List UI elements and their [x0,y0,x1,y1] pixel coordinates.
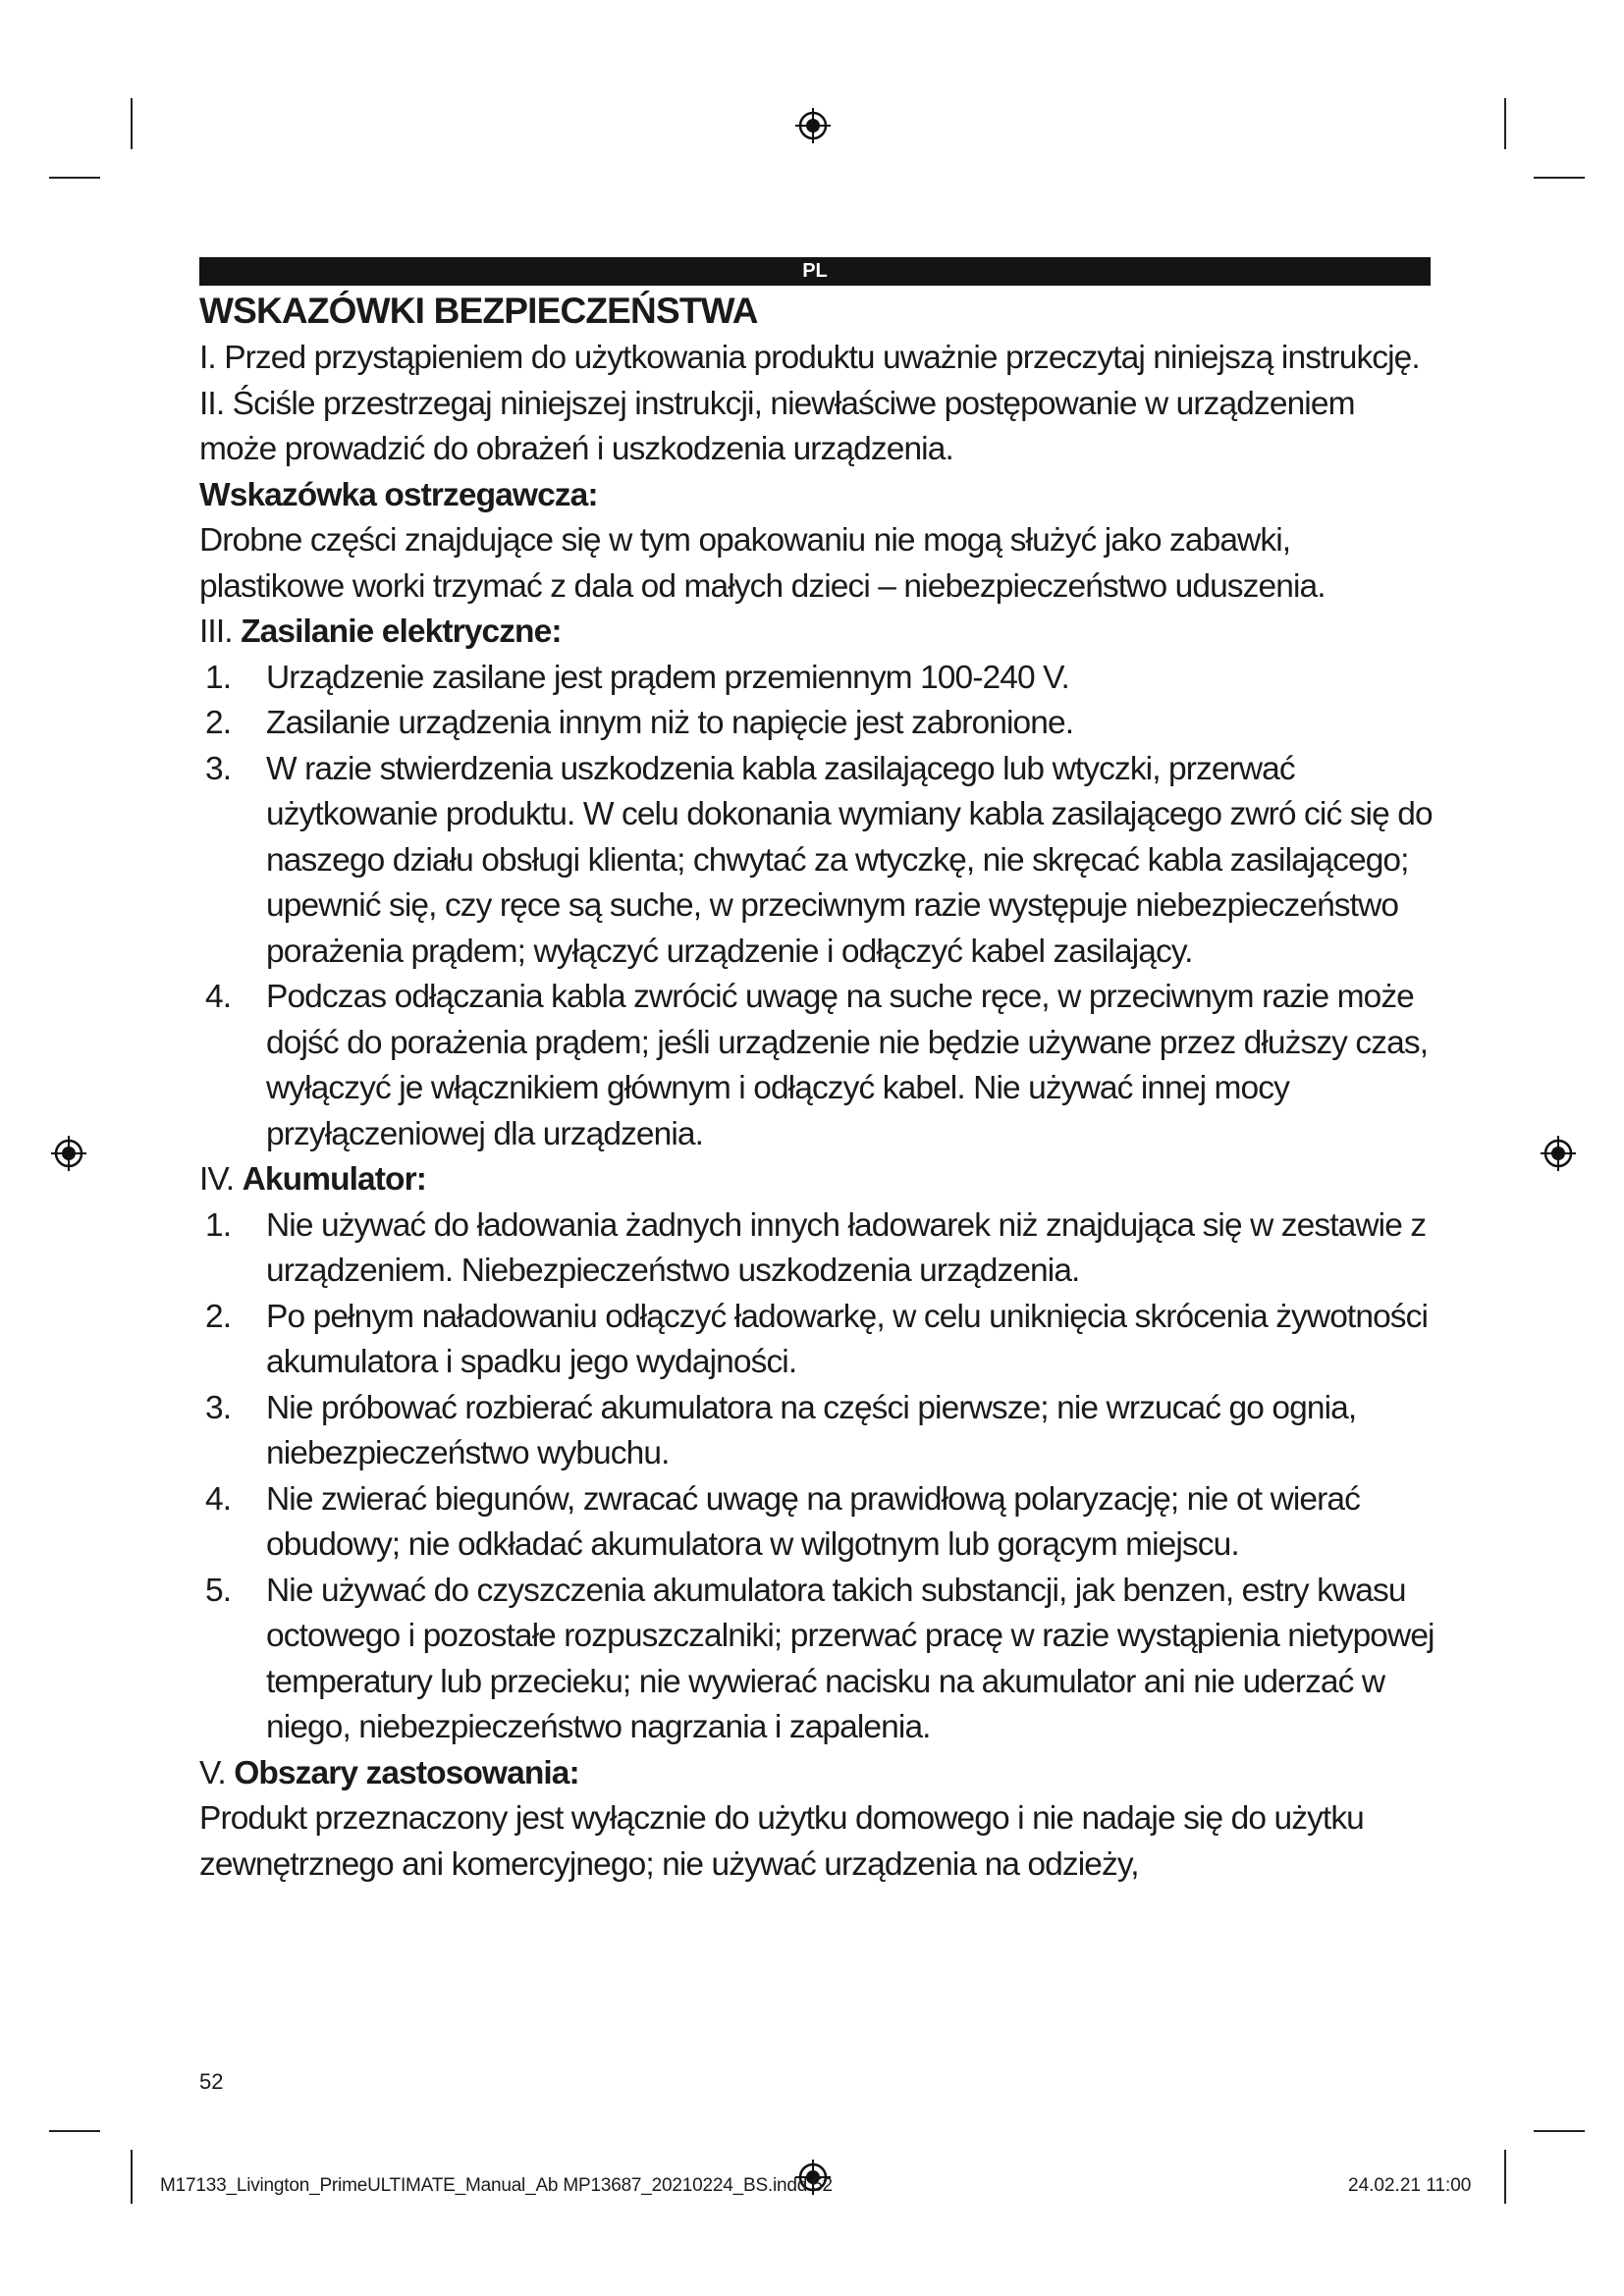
section-title: Akumulator: [242,1161,426,1198]
list-item-number: 4. [205,979,232,1015]
section-heading-power [199,610,1436,656]
list-item [199,701,1436,747]
list-item-text: Urządzenie zasilane jest prądem przemiennym 100-240 V. [266,659,1069,696]
page-title: WSKAZÓWKI BEZPIECZEŃSTWA [199,291,758,331]
list-item-text: Po pełnym naładowaniu odłączyć ładowarkę, w celu uniknięcia skrócenia żywotności akumulatora i spadku jego wydajności. [266,1298,1429,1380]
crop-mark-top-left-h [49,177,100,179]
list-item [199,656,1436,702]
footer-date-time: 24.02.21 11:00 [1348,2175,1472,2196]
section-heading-battery [199,1157,1436,1203]
section-title: Obszary zastosowania: [234,1754,579,1791]
crop-mark-top-left [131,98,133,149]
crop-mark-bottom-left [131,2150,133,2204]
list-item-text: Nie używać do czyszczenia akumulatora takich substancji, jak benzen, estry kwasu octowego i pozostałe rozpuszczalniki; przerwać pracę w razie wystąpienia nietypowej temperatury lub przecieku; nie wywierać nacisku na akumulator ani nie uderzać w niego, niebezpieczeństwo nagrzania i zapalenia. [266,1572,1435,1745]
crop-mark-bottom-right-h [1534,2130,1585,2132]
registration-mark-icon [1539,1134,1578,1173]
list-item-number: 5. [205,1572,232,1609]
intro-paragraph-2: II. Ściśle przestrzegaj niniejszej instrukcji, niewłaściwe postępowanie w urządzeniem może prowadzić do obrażeń i uszkodzenia urządzenia. [199,385,1355,467]
registration-mark-icon [793,106,833,145]
section-roman: III. [199,614,233,650]
section-roman: IV. [199,1161,235,1198]
crop-mark-bottom-left-h [49,2130,100,2132]
list-item [199,747,1436,976]
footer-file-name: M17133_Livington_PrimeULTIMATE_Manual_Ab MP13687_20210224_BS.indd 52 [160,2175,833,2196]
scope-text: Produkt przeznaczony jest wyłącznie do użytku domowego i nie nadaje się do użytku zewnętrznego ani komercyjnego; nie używać urządzenia na odzieży, [199,1800,1364,1883]
list-item-text: Nie próbować rozbierać akumulatora na części pierwsze; nie wrzucać go ognia, niebezpieczeństwo wybuchu. [266,1389,1357,1471]
warning-heading: Wskazówka ostrzegawcza: [199,476,598,513]
list-item-text: Podczas odłączania kabla zwrócić uwagę na suche ręce, w przeciwnym razie może dojść do porażenia prądem; jeśli urządzenie nie będzie używane przez dłuższy czas, wyłączyć je włącznikiem głównym i odłączyć kabel. Nie używać innej mocy przyłączeniowej dla urządzenia. [266,979,1429,1152]
list-item-text: W razie stwierdzenia uszkodzenia kabla zasilającego lub wtyczki, przerwać użytkowanie produktu. W celu dokonania wymiany kabla zasilającego zwró cić się do naszego działu obsługi klienta; chwytać za wtyczkę, nie skręcać kabla zasilającego; upewnić się, czy ręce są suche, w przeciwnym razie występuje niebezpieczeństwo porażenia prądem; wyłączyć urządzenie i odłączyć kabel zasilający. [266,750,1433,970]
crop-mark-top-right [1504,98,1506,149]
crop-mark-bottom-right [1504,2150,1506,2204]
list-item [199,1203,1436,1295]
section-title: Zasilanie elektryczne: [241,614,562,650]
list-item [199,1477,1436,1569]
list-item-text: Zasilanie urządzenia innym niż to napięcie jest zabronione. [266,705,1074,741]
crop-mark-top-right-h [1534,177,1585,179]
section-heading-scope [199,1751,1436,1797]
list-item [199,1295,1436,1386]
list-item-text: Nie zwierać biegunów, zwracać uwagę na prawidłową polaryzację; nie ot wierać obudowy; nie odkładać akumulatora w wilgotnym lub gorącym miejscu. [266,1480,1360,1563]
list-item-number: 3. [205,1389,232,1426]
list-item [199,975,1436,1157]
section-roman: V. [199,1754,226,1791]
warning-text: Drobne części znajdujące się w tym opakowaniu nie mogą służyć jako zabawki, plastikowe worki trzymać z dala od małych dzieci – niebezpieczeństwo uduszenia. [199,522,1326,605]
list-item-number: 1. [205,1206,232,1244]
list-item-number: 2. [205,705,232,741]
page-number: 52 [199,2069,224,2094]
language-tab-bar [199,257,1431,286]
intro-paragraph-1: I. Przed przystąpieniem do użytkowania produktu uważnie przeczytaj niniejszą instrukcję. [199,340,1420,376]
registration-mark-icon [49,1134,88,1173]
list-item [199,1386,1436,1477]
battery-list [199,1203,1436,1751]
safety-instructions [199,287,1436,1888]
language-tab-label: PL [802,260,828,282]
list-item-text: Nie używać do ładowania żadnych innych ładowarek niż znajdująca się w zestawie z urządzeniem. Niebezpieczeństwo uszkodzenia urządzenia. [266,1206,1427,1289]
list-item-number: 4. [205,1480,232,1518]
list-item [199,1569,1436,1751]
power-list [199,656,1436,1158]
list-item-number: 3. [205,750,232,787]
list-item-number: 2. [205,1298,232,1335]
list-item-number: 1. [205,659,232,696]
